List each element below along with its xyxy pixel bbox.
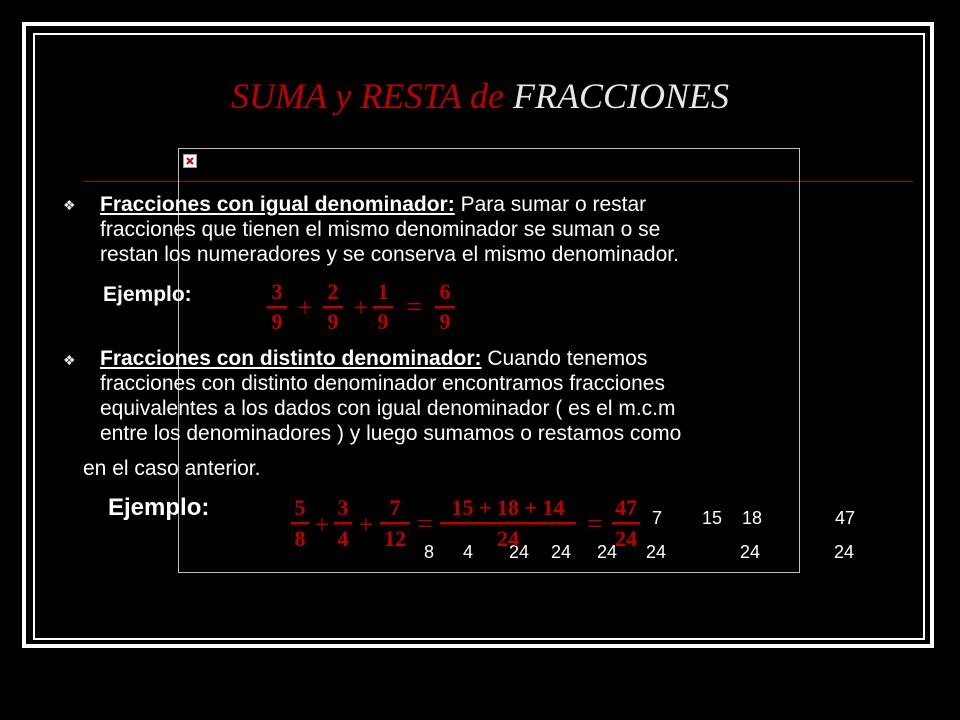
bullet-2-line-2: fracciones con distinto denominador encontramos fracciones	[100, 372, 665, 395]
ex2-op-4: =	[587, 509, 603, 540]
ghost-den-24c: 24	[597, 542, 618, 562]
bullet-diamond-icon: ❖	[63, 352, 76, 368]
ex2-den-2: 4	[337, 526, 349, 551]
bullet-2-line-4: entre los denominadores ) y luego sumamos o restamos como	[100, 422, 682, 445]
bullet-1-line-1	[100, 192, 890, 217]
ghost-num-15: 15	[702, 508, 723, 528]
title-part-1: SUMA y RESTA de	[231, 76, 504, 116]
ex2-bar-5	[612, 522, 640, 525]
ghost-den-24f: 24	[834, 542, 855, 562]
ex1-num-2: 2	[327, 279, 339, 304]
ex1-num-1: 3	[271, 279, 283, 304]
bullet-2-line-3: equivalentes a los dados con igual denominador ( es el m.c.m	[100, 397, 676, 420]
ex2-num-2: 3	[337, 495, 349, 520]
example-2-equation	[287, 494, 647, 554]
ghost-den-4: 4	[463, 542, 474, 562]
ex1-op-2: +	[353, 293, 369, 322]
ex2-den-4: 24	[497, 526, 519, 551]
ex2-num-5: 47	[615, 495, 637, 520]
bullet-2-heading: Fracciones con distinto denominador:	[100, 347, 482, 370]
ex1-den-1: 9	[271, 309, 283, 334]
example-2-label: Ejemplo:	[108, 494, 210, 521]
ex2-den-1: 8	[294, 526, 306, 551]
bullet-2-line-5: en el caso anterior.	[83, 457, 261, 480]
ghost-num-7: 7	[652, 508, 663, 528]
ghost-den-24a: 24	[509, 542, 530, 562]
ex1-op-1: +	[297, 293, 313, 322]
ex1-den-2: 9	[327, 309, 339, 334]
ex2-op-2: +	[358, 510, 374, 539]
ex2-op-1: +	[314, 510, 330, 539]
ex2-den-3: 12	[384, 526, 406, 551]
ex1-den-3: 9	[377, 309, 389, 334]
broken-image-icon	[183, 154, 197, 168]
bullet-2-text-start: Cuando tenemos	[487, 347, 648, 370]
bullet-2-paragraph	[100, 346, 900, 446]
ex2-op-3: =	[417, 509, 433, 540]
bullet-1-heading: Fracciones con igual denominador:	[100, 193, 455, 216]
ex2-num-4: 15 + 18 + 14	[451, 495, 565, 520]
ex1-op-3: =	[406, 292, 422, 323]
example-1-equation	[262, 278, 462, 334]
ghost-num-18: 18	[742, 508, 763, 528]
ex2-num-1: 5	[294, 495, 306, 520]
ex2-bar-2	[334, 522, 352, 525]
ghost-den-8: 8	[424, 542, 435, 562]
ghost-den-24b: 24	[551, 542, 572, 562]
ex1-den-4: 9	[439, 309, 451, 334]
ex2-bar-3	[380, 522, 410, 525]
ex2-bar-1	[291, 522, 309, 525]
ghost-den-24d: 24	[646, 542, 667, 562]
example-1-label: Ejemplo:	[103, 283, 192, 306]
ex2-num-3: 7	[389, 495, 401, 520]
ex2-den-5: 24	[615, 526, 637, 551]
bullet-1-text-start: Para sumar o restar	[460, 193, 647, 216]
bullet-1-line-3: restan los numeradores y se conserva el mismo denominador.	[100, 243, 679, 266]
slide-title	[0, 74, 960, 118]
bullet-2-line-1	[100, 346, 900, 371]
ghost-den-24e: 24	[740, 542, 761, 562]
ghost-num-47: 47	[835, 508, 856, 528]
ex1-num-4: 6	[439, 279, 451, 304]
ex1-num-3: 1	[377, 279, 389, 304]
title-part-2: FRACCIONES	[512, 76, 729, 116]
bullet-diamond-icon: ❖	[63, 197, 76, 213]
bullet-1-line-2: fracciones que tienen el mismo denominador se suman o se	[100, 218, 661, 241]
bullet-1-paragraph	[100, 192, 890, 267]
ex2-bar-4	[440, 522, 576, 525]
